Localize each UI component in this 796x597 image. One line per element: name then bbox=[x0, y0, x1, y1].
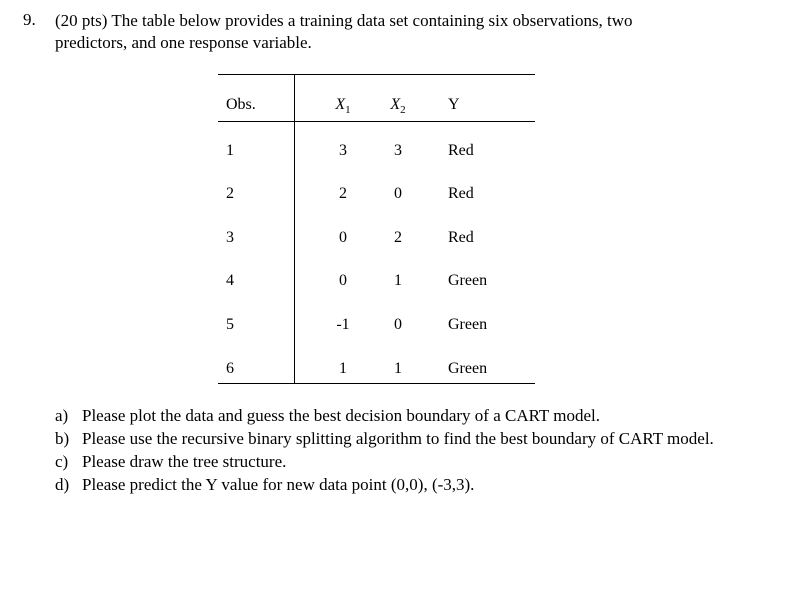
row3-x1: 0 bbox=[339, 229, 347, 246]
question-text-line2: predictors, and one response variable. bbox=[55, 33, 312, 52]
question-number: 9. bbox=[23, 10, 36, 29]
header-x2 bbox=[383, 96, 413, 116]
part-a bbox=[55, 404, 731, 427]
row4-x1: 0 bbox=[339, 272, 347, 289]
question-text bbox=[55, 10, 731, 54]
row4-y: Green bbox=[448, 272, 488, 289]
row1-x2: 3 bbox=[394, 142, 402, 159]
question-text-line1: (20 pts) The table below provides a training data set containing six observations, two bbox=[55, 11, 633, 30]
header-x2-sub: 2 bbox=[400, 104, 406, 116]
part-d-label: d) bbox=[55, 475, 70, 494]
table-vertical-rule bbox=[294, 74, 295, 384]
header-obs: Obs. bbox=[226, 96, 256, 113]
header-y: Y bbox=[448, 96, 460, 113]
data-table bbox=[218, 74, 535, 384]
sub-questions bbox=[55, 404, 731, 496]
header-x1-var: X bbox=[335, 96, 346, 113]
row4-x2: 1 bbox=[394, 272, 402, 289]
row5-x1: -1 bbox=[336, 316, 350, 333]
table-header-rule bbox=[218, 121, 535, 122]
row6-y: Green bbox=[448, 360, 488, 377]
part-c-label: c) bbox=[55, 452, 69, 471]
row6-x1: 1 bbox=[339, 360, 347, 377]
row5-x2: 0 bbox=[394, 316, 402, 333]
header-x1 bbox=[328, 96, 358, 116]
header-x2-var: X bbox=[390, 96, 401, 113]
row2-x2: 0 bbox=[394, 185, 402, 202]
row5-y: Green bbox=[448, 316, 488, 333]
row2-y: Red bbox=[448, 185, 474, 202]
part-b-label: b) bbox=[55, 429, 70, 448]
row1-x1: 3 bbox=[339, 142, 347, 159]
part-b-text: Please use the recursive binary splitting algorithm to find the best boundary of CART model. bbox=[82, 429, 714, 448]
row3-y: Red bbox=[448, 229, 474, 246]
row5-obs: 5 bbox=[226, 316, 234, 333]
row2-obs: 2 bbox=[226, 185, 234, 202]
table-top-rule bbox=[218, 74, 535, 75]
row2-x1: 2 bbox=[339, 185, 347, 202]
row6-obs: 6 bbox=[226, 360, 234, 377]
row1-obs: 1 bbox=[226, 142, 234, 159]
part-c-text: Please draw the tree structure. bbox=[82, 452, 287, 471]
part-d-text: Please predict the Y value for new data point (0,0), (-3,3). bbox=[82, 475, 475, 494]
table-bottom-rule bbox=[218, 383, 535, 384]
part-a-label: a) bbox=[55, 406, 69, 425]
row3-x2: 2 bbox=[394, 229, 402, 246]
row1-y: Red bbox=[448, 142, 474, 159]
header-x1-sub: 1 bbox=[345, 104, 351, 116]
part-a-text: Please plot the data and guess the best decision boundary of a CART model. bbox=[82, 406, 601, 425]
part-d bbox=[55, 473, 731, 496]
part-c bbox=[55, 450, 731, 473]
row3-obs: 3 bbox=[226, 229, 234, 246]
row6-x2: 1 bbox=[394, 360, 402, 377]
part-b bbox=[55, 427, 731, 450]
row4-obs: 4 bbox=[226, 272, 234, 289]
